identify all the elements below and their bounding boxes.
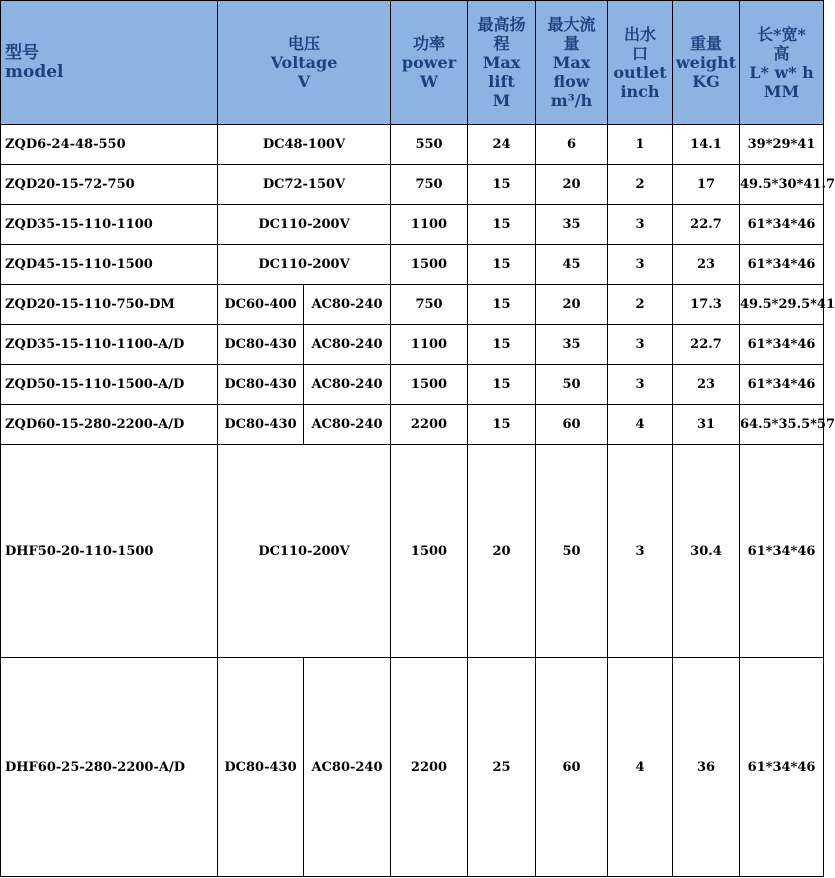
cell-outlet: 1	[608, 125, 673, 165]
cell-flow: 20	[536, 165, 608, 205]
cell-power: 750	[391, 165, 468, 205]
table-row	[1, 325, 824, 365]
cell-voltage-dc: DC60-400	[218, 285, 304, 325]
cell-model: ZQD20-15-110-750-DM	[1, 285, 218, 325]
table-row	[1, 405, 824, 445]
cell-voltage-dc: DC80-430	[218, 405, 304, 445]
cell-outlet: 4	[608, 658, 673, 877]
cell-voltage-ac: AC80-240	[304, 325, 391, 365]
cell-weight: 17.3	[673, 285, 740, 325]
cell-weight: 23	[673, 365, 740, 405]
cell-outlet: 3	[608, 205, 673, 245]
cell-weight: 14.1	[673, 125, 740, 165]
cell-voltage: DC110-200V	[218, 445, 391, 658]
cell-size: 61*34*46	[740, 205, 824, 245]
cell-power: 1500	[391, 445, 468, 658]
table-row	[1, 165, 824, 205]
cell-flow: 45	[536, 245, 608, 285]
cell-flow: 35	[536, 325, 608, 365]
cell-power: 1500	[391, 245, 468, 285]
table-row	[1, 125, 824, 165]
table-row	[1, 658, 824, 877]
cell-flow: 20	[536, 285, 608, 325]
cell-power: 750	[391, 285, 468, 325]
cell-weight: 36	[673, 658, 740, 877]
cell-size: 61*34*46	[740, 365, 824, 405]
cell-lift: 15	[468, 365, 536, 405]
table-row	[1, 445, 824, 658]
header-weight: 重量 weight KG	[673, 1, 740, 125]
header-outlet: 出水 口 outlet inch	[608, 1, 673, 125]
cell-size: 61*34*46	[740, 325, 824, 365]
cell-weight: 22.7	[673, 205, 740, 245]
cell-model: ZQD6-24-48-550	[1, 125, 218, 165]
cell-weight: 30.4	[673, 445, 740, 658]
header-model: 型号 model	[1, 1, 218, 125]
header-lift: 最高扬 程 Max lift M	[468, 1, 536, 125]
cell-lift: 15	[468, 245, 536, 285]
cell-outlet: 3	[608, 365, 673, 405]
cell-weight: 31	[673, 405, 740, 445]
cell-lift: 25	[468, 658, 536, 877]
table-row	[1, 285, 824, 325]
cell-voltage-ac: AC80-240	[304, 658, 391, 877]
cell-size: 39*29*41	[740, 125, 824, 165]
cell-voltage-ac: AC80-240	[304, 285, 391, 325]
cell-outlet: 2	[608, 285, 673, 325]
cell-size: 49.5*29.5*41	[740, 285, 824, 325]
cell-weight: 22.7	[673, 325, 740, 365]
cell-flow: 60	[536, 658, 608, 877]
cell-model: ZQD35-15-110-1100	[1, 205, 218, 245]
cell-voltage-dc: DC80-430	[218, 325, 304, 365]
header-row	[1, 1, 824, 125]
header-size: 长*宽* 高 L* w* h MM	[740, 1, 824, 125]
cell-power: 2200	[391, 405, 468, 445]
cell-model: ZQD35-15-110-1100-A/D	[1, 325, 218, 365]
cell-outlet: 4	[608, 405, 673, 445]
cell-flow: 50	[536, 365, 608, 405]
cell-lift: 15	[468, 285, 536, 325]
cell-model: ZQD20-15-72-750	[1, 165, 218, 205]
cell-flow: 60	[536, 405, 608, 445]
cell-model: ZQD60-15-280-2200-A/D	[1, 405, 218, 445]
cell-flow: 35	[536, 205, 608, 245]
cell-power: 1500	[391, 365, 468, 405]
cell-voltage: DC72-150V	[218, 165, 391, 205]
cell-lift: 24	[468, 125, 536, 165]
header-voltage: 电压 Voltage V	[218, 1, 391, 125]
cell-lift: 15	[468, 325, 536, 365]
cell-model: ZQD50-15-110-1500-A/D	[1, 365, 218, 405]
cell-flow: 6	[536, 125, 608, 165]
cell-size: 49.5*30*41.7	[740, 165, 824, 205]
cell-power: 550	[391, 125, 468, 165]
cell-voltage: DC48-100V	[218, 125, 391, 165]
cell-size: 61*34*46	[740, 658, 824, 877]
table-row	[1, 205, 824, 245]
table-row	[1, 245, 824, 285]
header-flow: 最大流 量 Max flow m³/h	[536, 1, 608, 125]
cell-model: DHF60-25-280-2200-A/D	[1, 658, 218, 877]
cell-lift: 15	[468, 205, 536, 245]
cell-size: 61*34*46	[740, 445, 824, 658]
cell-outlet: 3	[608, 325, 673, 365]
cell-power: 2200	[391, 658, 468, 877]
cell-voltage-dc: DC80-430	[218, 365, 304, 405]
cell-voltage-dc: DC80-430	[218, 658, 304, 877]
cell-size: 64.5*35.5*57	[740, 405, 824, 445]
cell-model: ZQD45-15-110-1500	[1, 245, 218, 285]
cell-lift: 20	[468, 445, 536, 658]
cell-voltage-ac: AC80-240	[304, 365, 391, 405]
cell-voltage-ac: AC80-240	[304, 405, 391, 445]
cell-flow: 50	[536, 445, 608, 658]
cell-size: 61*34*46	[740, 245, 824, 285]
table-row	[1, 365, 824, 405]
cell-voltage: DC110-200V	[218, 245, 391, 285]
cell-model: DHF50-20-110-1500	[1, 445, 218, 658]
header-power: 功率 power W	[391, 1, 468, 125]
cell-outlet: 3	[608, 445, 673, 658]
cell-lift: 15	[468, 405, 536, 445]
cell-weight: 23	[673, 245, 740, 285]
cell-power: 1100	[391, 325, 468, 365]
cell-power: 1100	[391, 205, 468, 245]
cell-voltage: DC110-200V	[218, 205, 391, 245]
cell-outlet: 3	[608, 245, 673, 285]
cell-weight: 17	[673, 165, 740, 205]
cell-outlet: 2	[608, 165, 673, 205]
cell-lift: 15	[468, 165, 536, 205]
